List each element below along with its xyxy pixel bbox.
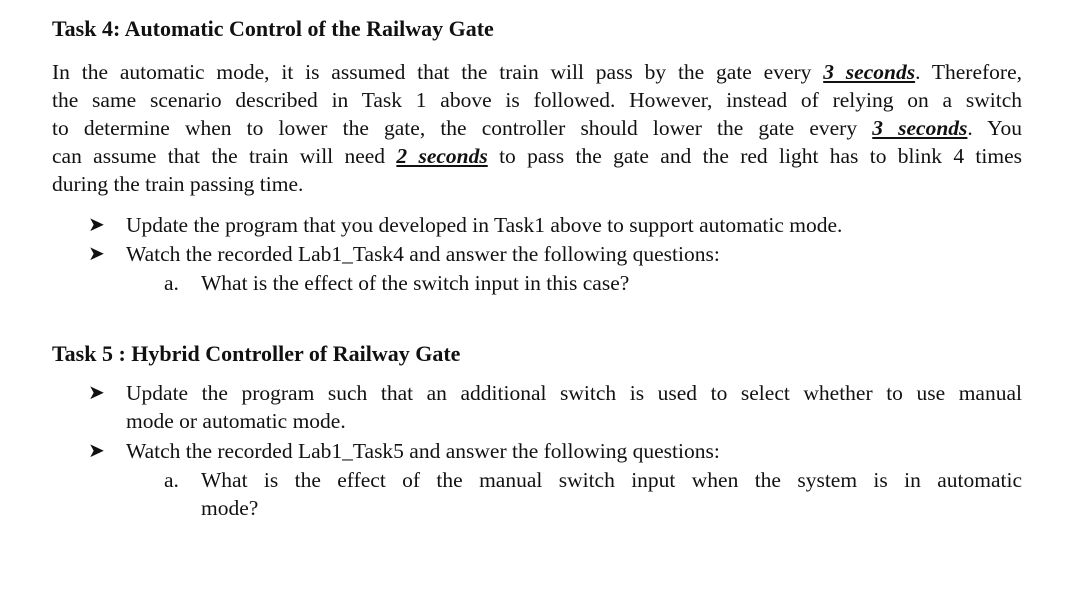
task4-bullet-1: Update the program that you developed in Task1 above to support automatic mode.	[126, 213, 843, 237]
task4-para-line-3: to determine when to lower the gate, the controller should lower the gate every 3 seconds. You	[52, 116, 1022, 140]
task4-question: What is the effect of the switch input in this case?	[201, 271, 630, 295]
task4-question-letter: a.	[164, 271, 179, 295]
task4-para-line-1: In the automatic mode, it is assumed that the train will pass by the gate every 3 seconds. Therefore,	[52, 60, 1022, 84]
task5-bullet-2: Watch the recorded Lab1_Task5 and answer the following questions:	[126, 439, 720, 463]
task5-bullet-1-line-2: mode or automatic mode.	[126, 409, 346, 433]
emphasis-3-seconds: 3 seconds	[823, 60, 916, 84]
task5-bullet-1-line-1: Update the program such that an additional switch is used to select whether to use manual	[126, 381, 1022, 405]
task4-para-line-4: can assume that the train will need 2 seconds to pass the gate and the red light has to blink 4 times	[52, 144, 1022, 168]
arrowhead-bullet-icon: ➤	[88, 243, 105, 265]
arrowhead-bullet-icon: ➤	[88, 440, 105, 462]
arrowhead-bullet-icon: ➤	[88, 382, 105, 404]
emphasis-3-seconds-2: 3 seconds	[872, 116, 968, 140]
task4-para-line-5: during the train passing time.	[52, 172, 304, 196]
task5-title: Task 5 : Hybrid Controller of Railway Gate	[52, 341, 461, 366]
task4-para-line-2: the same scenario described in Task 1 above is followed. However, instead of relying on a switch	[52, 88, 1022, 112]
arrowhead-bullet-icon: ➤	[88, 214, 105, 236]
emphasis-2-seconds: 2 seconds	[396, 144, 488, 168]
task4-bullet-2: Watch the recorded Lab1_Task4 and answer the following questions:	[126, 242, 720, 266]
task4-title: Task 4: Automatic Control of the Railway Gate	[52, 16, 494, 41]
task5-question-letter: a.	[164, 468, 179, 492]
task5-question-line-2: mode?	[201, 496, 259, 520]
task5-question-line-1: What is the effect of the manual switch input when the system is in automatic	[201, 468, 1022, 492]
